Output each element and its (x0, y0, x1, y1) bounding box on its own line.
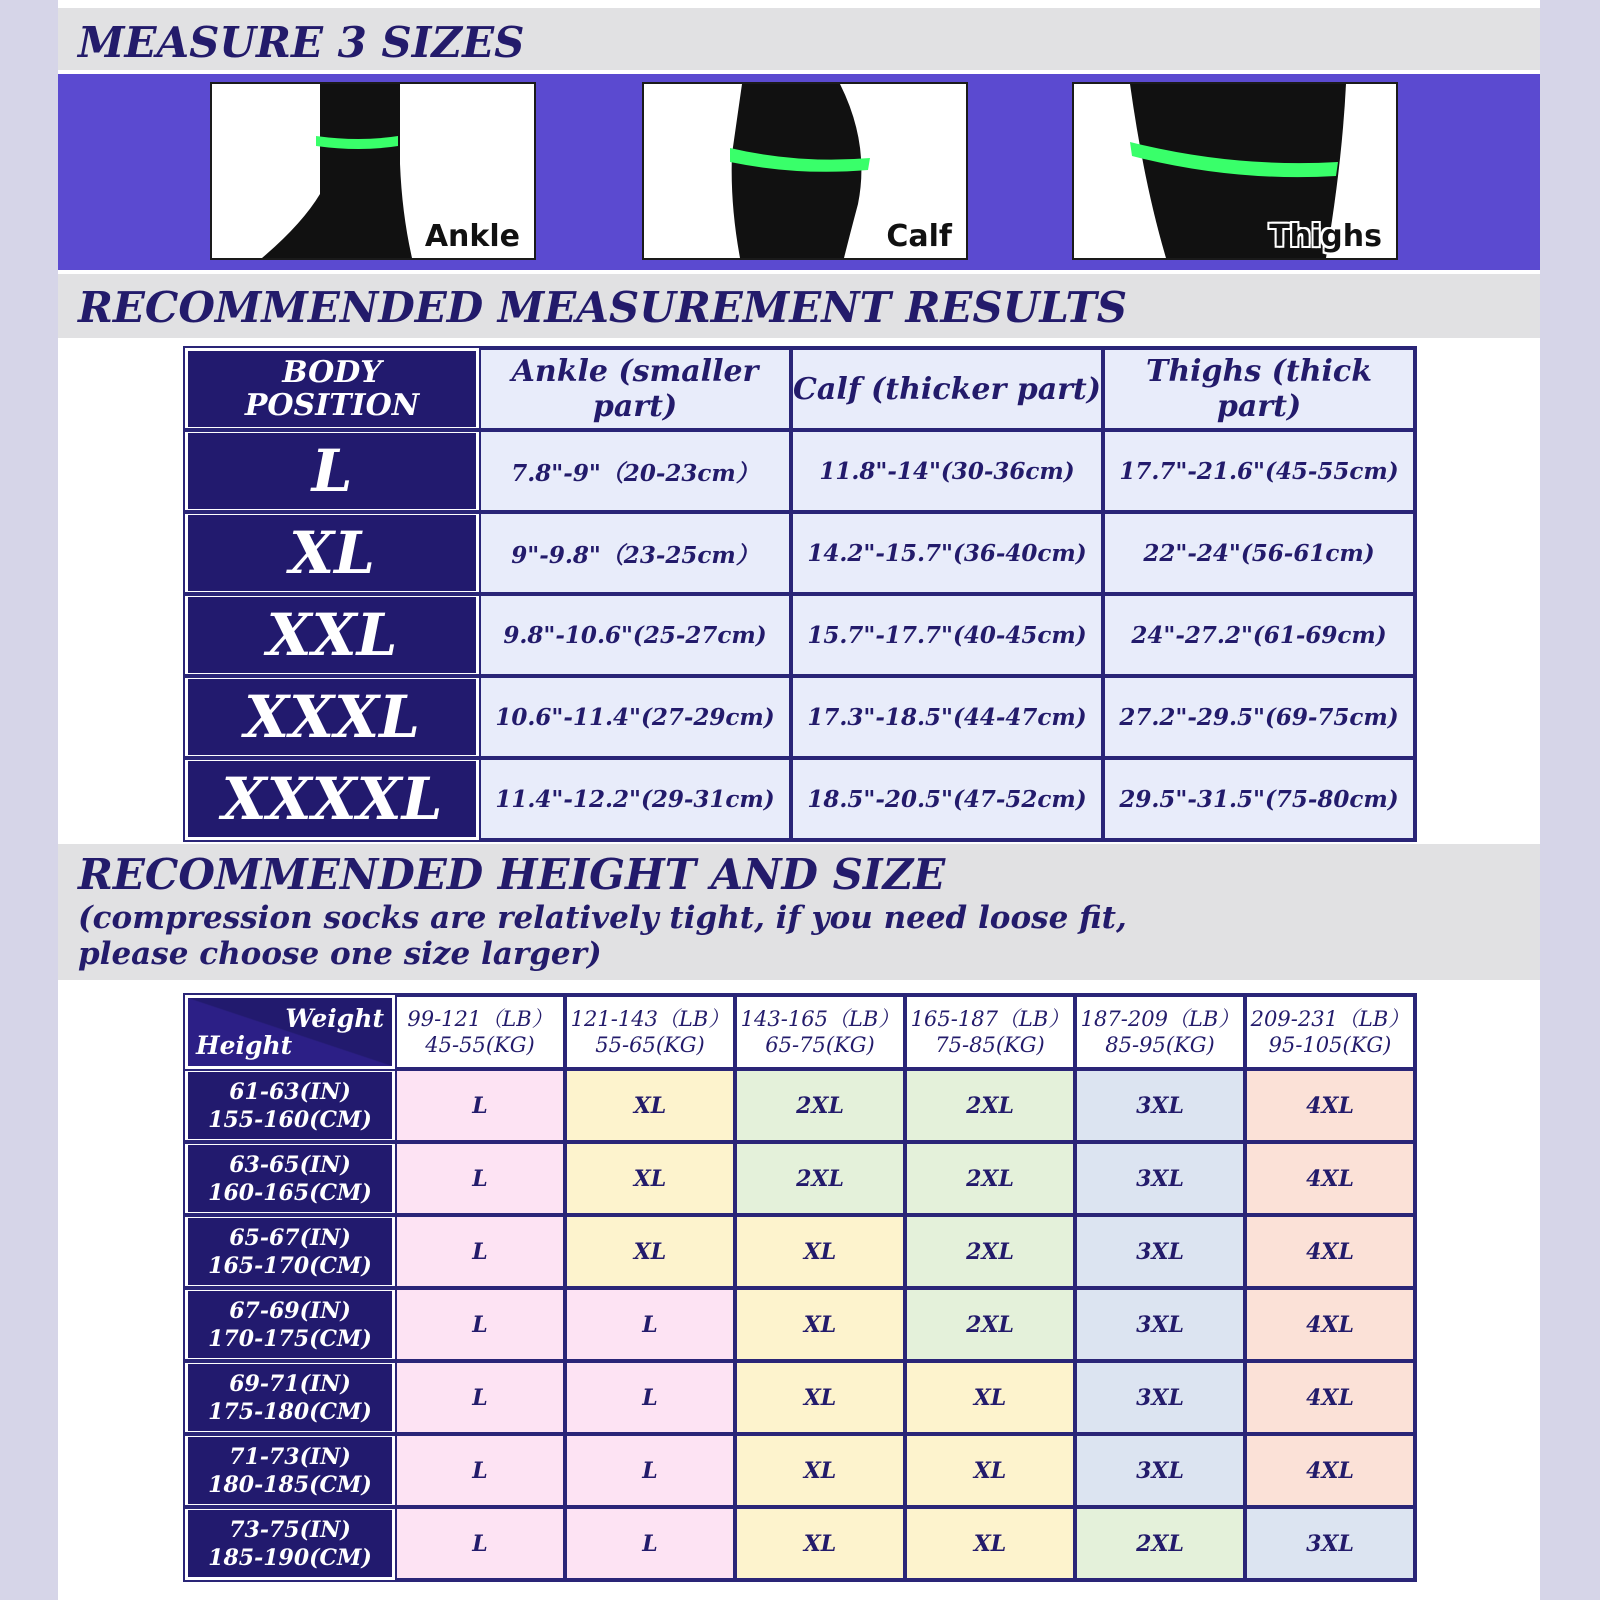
table-row (185, 1434, 1415, 1507)
recommended-size: XL (905, 1361, 1075, 1434)
thighs-column-header: Thighs (thick part) (1103, 348, 1415, 430)
weight-lb: 187-209（LB） (1080, 1007, 1240, 1031)
height-cm: 175-180(CM) (208, 1398, 372, 1425)
size-chart-page (58, 0, 1540, 1600)
height-range (185, 1288, 395, 1361)
measure-photo-strip (58, 74, 1540, 270)
table-row (185, 1361, 1415, 1434)
height-cm: 170-175(CM) (208, 1325, 372, 1352)
height-in: 69-71(IN) (229, 1370, 351, 1397)
recommended-size: XL (905, 1434, 1075, 1507)
thighs-value: 27.2"-29.5"(69-75cm) (1103, 676, 1415, 758)
weight-kg: 75-85(KG) (935, 1033, 1045, 1057)
ankle-value: 10.6"-11.4"(27-29cm) (479, 676, 791, 758)
weight-column-header (735, 995, 905, 1069)
recommended-size: XL (565, 1215, 735, 1288)
table-row (185, 676, 1415, 758)
calf-value: 17.3"-18.5"(44-47cm) (791, 676, 1103, 758)
ankle-label: Ankle (424, 219, 520, 254)
recommended-size: 2XL (905, 1142, 1075, 1215)
recommended-size: XL (565, 1069, 735, 1142)
recommended-size: L (395, 1507, 565, 1580)
recommended-size: 4XL (1245, 1361, 1415, 1434)
table-row (185, 512, 1415, 594)
recommended-size: 2XL (905, 1069, 1075, 1142)
height-cm: 185-190(CM) (208, 1544, 372, 1571)
recommended-size: L (395, 1361, 565, 1434)
weight-lb: 209-231（LB） (1250, 1007, 1410, 1031)
table-row (185, 1069, 1415, 1142)
recommended-size: XL (735, 1215, 905, 1288)
thighs-value: 29.5"-31.5"(75-80cm) (1103, 758, 1415, 840)
weight-lb: 121-143（LB） (570, 1007, 730, 1031)
recommended-size: L (565, 1507, 735, 1580)
recommended-size: XL (735, 1361, 905, 1434)
ankle-value: 9"-9.8"（23-25cm） (479, 512, 791, 594)
recommended-size: XL (735, 1288, 905, 1361)
recommended-size: L (395, 1288, 565, 1361)
height-range (185, 1434, 395, 1507)
ankle-photo (210, 82, 536, 260)
measurement-header-row (185, 348, 1415, 430)
calf-value: 15.7"-17.7"(40-45cm) (791, 594, 1103, 676)
weight-lb: 165-187（LB） (910, 1007, 1070, 1031)
recommended-size: 3XL (1075, 1361, 1245, 1434)
calf-photo (642, 82, 968, 260)
measure-band (58, 8, 1540, 70)
recommended-size: L (565, 1434, 735, 1507)
size-label: XXXL (185, 676, 479, 758)
table-row (185, 430, 1415, 512)
thighs-label: Thighs (1269, 219, 1382, 254)
ankle-value: 7.8"-9"（20-23cm） (479, 430, 791, 512)
height-in: 65-67(IN) (229, 1224, 351, 1251)
recommended-size: XL (735, 1507, 905, 1580)
recommended-size: 2XL (905, 1215, 1075, 1288)
table-row (185, 1215, 1415, 1288)
weight-lb: 99-121（LB） (407, 1007, 553, 1031)
recommended-size: 3XL (1245, 1507, 1415, 1580)
recommended-size: XL (735, 1434, 905, 1507)
size-label: XXL (185, 594, 479, 676)
weight-kg: 55-65(KG) (595, 1033, 705, 1057)
height-range (185, 1069, 395, 1142)
recommended-size: 4XL (1245, 1434, 1415, 1507)
recommended-size: 4XL (1245, 1215, 1415, 1288)
recommended-size: 2XL (735, 1142, 905, 1215)
measurement-table (183, 346, 1417, 842)
weight-lb: 143-165（LB） (740, 1007, 900, 1031)
weight-column-header (905, 995, 1075, 1069)
recommended-size: L (395, 1069, 565, 1142)
calf-label: Calf (886, 219, 952, 254)
section-subtitle-line2: please choose one size larger) (78, 936, 602, 972)
section-title-measurement-results: RECOMMENDED MEASUREMENT RESULTS (78, 283, 1128, 332)
height-in: 63-65(IN) (229, 1151, 351, 1178)
weight-kg: 85-95(KG) (1105, 1033, 1215, 1057)
height-in: 73-75(IN) (229, 1516, 351, 1543)
calf-value: 14.2"-15.7"(36-40cm) (791, 512, 1103, 594)
thighs-photo (1072, 82, 1398, 260)
weight-kg: 65-75(KG) (765, 1033, 875, 1057)
height-in: 67-69(IN) (229, 1297, 351, 1324)
weight-column-header (565, 995, 735, 1069)
corner-height-label: Height (196, 1031, 293, 1060)
calf-value: 11.8"-14"(30-36cm) (791, 430, 1103, 512)
recommended-size: 3XL (1075, 1142, 1245, 1215)
weight-height-corner (185, 995, 395, 1069)
weight-column-header (1245, 995, 1415, 1069)
section-title-height-size: RECOMMENDED HEIGHT AND SIZE (78, 850, 946, 899)
section-title-measure: MEASURE 3 SIZES (78, 18, 525, 67)
size-label: XL (185, 512, 479, 594)
height-in: 61-63(IN) (229, 1078, 351, 1105)
calf-value: 18.5"-20.5"(47-52cm) (791, 758, 1103, 840)
thighs-value: 17.7"-21.6"(45-55cm) (1103, 430, 1415, 512)
height-size-band (58, 844, 1540, 980)
weight-kg: 95-105(KG) (1268, 1033, 1392, 1057)
size-label: XXXXL (185, 758, 479, 840)
recommended-size: L (565, 1361, 735, 1434)
recommended-size: 3XL (1075, 1215, 1245, 1288)
recommended-size: XL (565, 1142, 735, 1215)
height-range (185, 1361, 395, 1434)
recommended-size: L (395, 1215, 565, 1288)
thighs-value: 24"-27.2"(61-69cm) (1103, 594, 1415, 676)
weight-column-header (1075, 995, 1245, 1069)
recommended-size: 2XL (1075, 1507, 1245, 1580)
height-cm: 180-185(CM) (208, 1471, 372, 1498)
recommended-size: L (395, 1142, 565, 1215)
body-position-header: BODY POSITION (185, 348, 479, 430)
recommended-size: 3XL (1075, 1288, 1245, 1361)
weight-kg: 45-55(KG) (425, 1033, 535, 1057)
recommended-size: 4XL (1245, 1069, 1415, 1142)
section-subtitle-line1: (compression socks are relatively tight, if you need loose fit, (78, 900, 1127, 936)
ankle-value: 9.8"-10.6"(25-27cm) (479, 594, 791, 676)
height-range (185, 1507, 395, 1580)
ankle-column-header: Ankle (smaller part) (479, 348, 791, 430)
table-row (185, 594, 1415, 676)
measurement-results-band (58, 274, 1540, 338)
height-cm: 160-165(CM) (208, 1179, 372, 1206)
table-row (185, 1507, 1415, 1580)
recommended-size: L (395, 1434, 565, 1507)
height-cm: 155-160(CM) (208, 1106, 372, 1133)
ankle-value: 11.4"-12.2"(29-31cm) (479, 758, 791, 840)
size-label: L (185, 430, 479, 512)
recommended-size: 3XL (1075, 1434, 1245, 1507)
table-row (185, 1142, 1415, 1215)
table-row (185, 758, 1415, 840)
weight-header-row (185, 995, 1415, 1069)
recommended-size: L (565, 1288, 735, 1361)
corner-weight-label: Weight (285, 1004, 384, 1033)
calf-column-header: Calf (thicker part) (791, 348, 1103, 430)
recommended-size: 2XL (735, 1069, 905, 1142)
height-in: 71-73(IN) (229, 1443, 351, 1470)
table-row (185, 1288, 1415, 1361)
recommended-size: 4XL (1245, 1142, 1415, 1215)
recommended-size: XL (905, 1507, 1075, 1580)
recommended-size: 3XL (1075, 1069, 1245, 1142)
recommended-size: 4XL (1245, 1288, 1415, 1361)
height-range (185, 1215, 395, 1288)
height-cm: 165-170(CM) (208, 1252, 372, 1279)
height-range (185, 1142, 395, 1215)
thighs-value: 22"-24"(56-61cm) (1103, 512, 1415, 594)
weight-column-header (395, 995, 565, 1069)
recommended-size: 2XL (905, 1288, 1075, 1361)
height-weight-table (183, 993, 1417, 1582)
